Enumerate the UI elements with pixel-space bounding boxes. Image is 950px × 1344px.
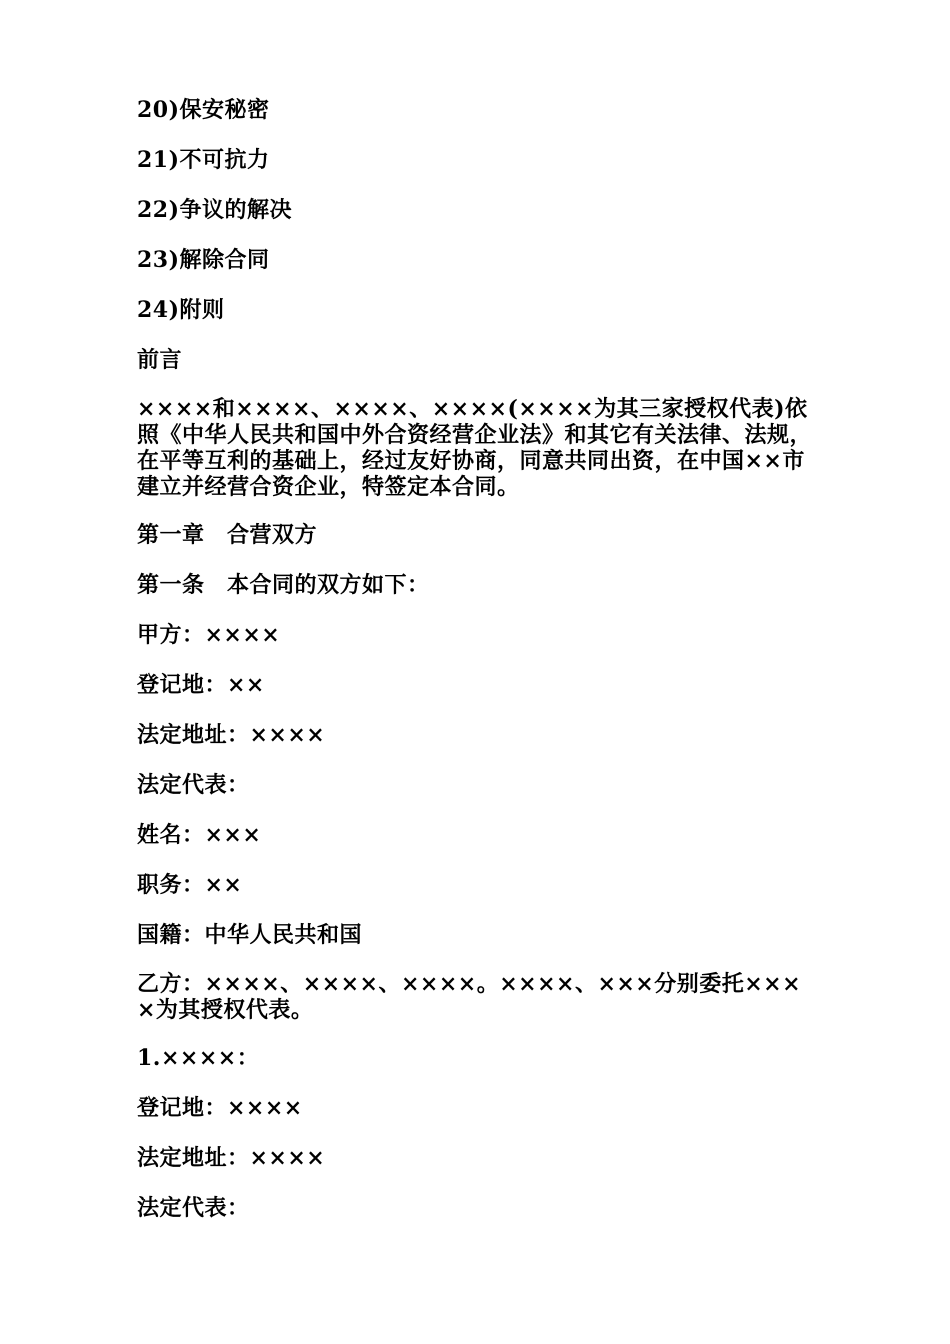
preface-heading: 前言 [137, 347, 183, 373]
party-a-name: 甲方：×××× [137, 622, 281, 648]
party-a-rep-nationality: 国籍：中华人民共和国 [137, 922, 363, 948]
article-1-heading: 第一条 本合同的双方如下： [137, 572, 430, 598]
toc-item-20: 20)保安秘密 [137, 97, 270, 123]
toc-item-23: 23)解除合同 [137, 247, 270, 273]
party-a-rep-title: 职务：×× [137, 872, 243, 898]
party-b-1-representative-label: 法定代表： [137, 1195, 250, 1221]
chapter-1-heading: 第一章 合营双方 [137, 522, 318, 548]
party-a-representative-label: 法定代表： [137, 772, 250, 798]
toc-item-21: 21)不可抗力 [137, 147, 270, 173]
document-page [137, 96, 817, 1244]
party-a-address: 法定地址：×××× [137, 722, 326, 748]
toc-item-22: 22)争议的解决 [137, 197, 293, 223]
party-a-registration: 登记地：×× [137, 672, 265, 698]
party-b-1-name: 1.××××： [137, 1045, 260, 1071]
preface-body: ××××和××××、××××、××××(××××为其三家授权代表)依照《中华人民共和国中外合资经营企业法》和其它有关法律、法规，在平等互利的基础上，经过友好协商，同意共同出资，在中国××市建立并经营合资企业，特签定本合同。 [137, 396, 813, 500]
party-b-1-registration: 登记地：×××× [137, 1095, 303, 1121]
party-b-1-address: 法定地址：×××× [137, 1145, 326, 1171]
party-a-rep-name: 姓名：××× [137, 822, 262, 848]
toc-item-24: 24)附则 [137, 297, 225, 323]
party-b-description: 乙方：××××、××××、××××。××××、×××分别委托××××为其授权代表。 [137, 971, 802, 1023]
